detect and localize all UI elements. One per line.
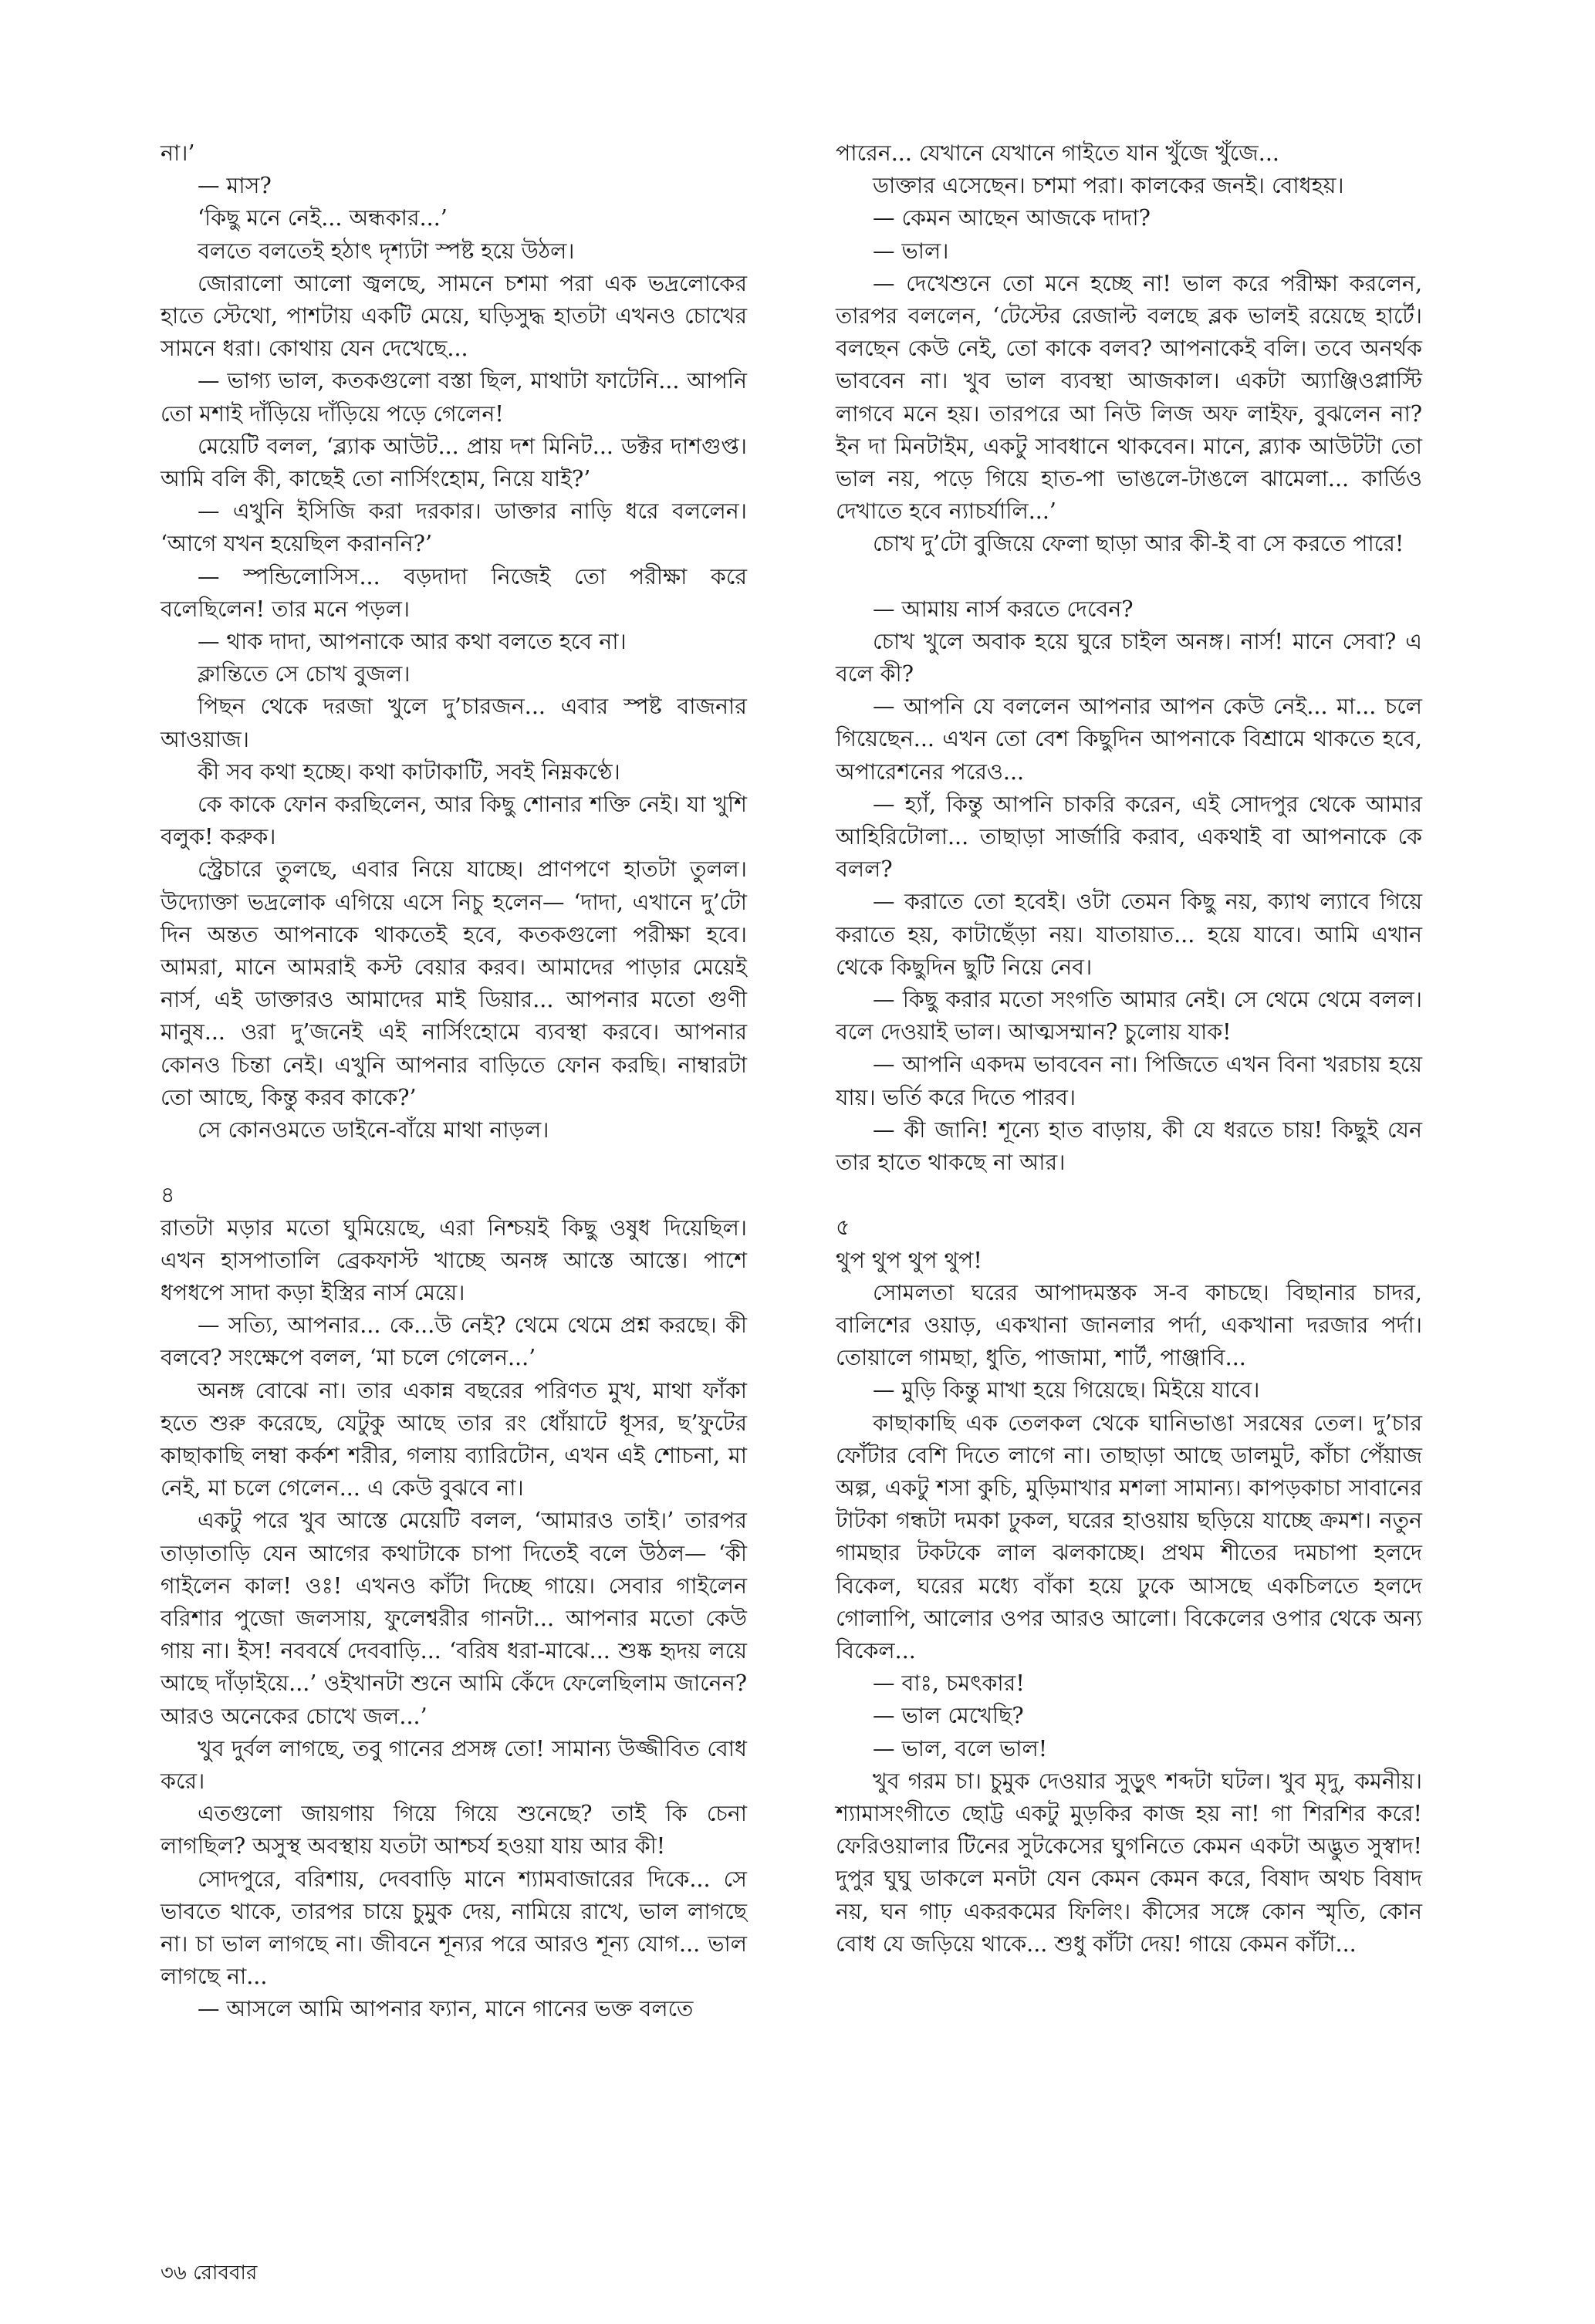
paragraph: — হ্যাঁ, কিন্তু আপনি চাকরি করেন, এই সোদপুর থেকে আমার আহিরিটোলা... তাছাড়া সার্জারি করাব, একথাই বা আপনাকে কে বলল? bbox=[836, 791, 1422, 883]
paragraph: সোমলতা ঘরের আপাদমস্তক স-ব কাচছে। বিছানার চাদর, বালিশের ওয়াড়, একখানা জানলার পর্দা, একখানা দরজার পর্দা। তোয়ালে গামছা, ধুতি, পাজামা, শার্ট, পাঞ্জাবি... bbox=[836, 1279, 1422, 1371]
paragraph: কাছাকাছি এক তেলকল থেকে ঘানিভাঙা সরষের তেল। দু’চার ফোঁটার বেশি দিতে লাগে না। তাছাড়া আছে ডালমুট, কাঁচা পেঁয়াজ অল্প, একটু শসা কুচি, মুড়িমাখার মশলা সামান্য। কাপড়কাচা সাবানের টাটকা গন্ধটা দমকা ঢুকল, ঘরের হাওয়ায় ছড়িয়ে যাচ্ছে ক্রমশ। নতুন গামছার টকটকে লাল ঝলকাচ্ছে। প্রথম শীতের দমচাপা হলদে বিকেল, ঘরের মধ্যে বাঁকা হয়ে ঢুকে আসছে একচিলতে হলদে গোলাপি, আলোর ওপর আরও আলো। বিকেলের ওপার থেকে অন্য বিকেল... bbox=[836, 1410, 1422, 1664]
paragraph: — ভাল, বলে ভাল! bbox=[873, 1735, 1048, 1762]
paragraph: খুব গরম চা। চুমুক দেওয়ার সুড়ুৎ শব্দটা ঘটল। খুব মৃদু, কমনীয়। শ্যামাসংগীতে ছোট্ট একটু মুড়কির কাজ হয় না! গা শিরশির করে! ফেরিওয়ালার টিনের সুটকেসের ঘুগনিতে কেমন একটা অদ্ভুত সুস্বাদ! দুপুর ঘুঘু ডাকলে মনটা যেন কেমন কেমন করে, বিষাদ অথচ বিষাদ নয়, ঘন গাঢ় একরকমের ফিলিং। কীসের সঙ্গে কোন স্মৃতি, কোন বোধ যে জড়িয়ে থাকে... শুধু কাঁটা দেয়! গায়ে কেমন কাঁটা... bbox=[836, 1768, 1422, 1957]
paragraph: ক্লান্তিতে সে চোখ বুজল। bbox=[198, 661, 411, 687]
paragraph: খুব দুর্বল লাগছে, তবু গানের প্রসঙ্গ তো! সামান্য উজ্জীবিত বোধ করে। bbox=[161, 1735, 747, 1794]
paragraph: না।’ bbox=[161, 140, 195, 166]
paragraph: চোখ দু’টো বুজিয়ে ফেলা ছাড়া আর কী-ই বা সে করতে পারে! bbox=[873, 531, 1404, 557]
scene-break bbox=[836, 561, 1422, 593]
paragraph: চোখ খুলে অবাক হয়ে ঘুরে চাইল অনঙ্গ। নার্স! মানে সেবা? এ বলে কী? bbox=[836, 628, 1422, 687]
paragraph: — ভাল মেখেছি? bbox=[873, 1703, 1024, 1729]
paragraph: — আসলে আমি আপনার ফ্যান, মানে গানের ভক্ত বলতে bbox=[198, 1996, 694, 2022]
paragraph: রাতটা মড়ার মতো ঘুমিয়েছে, এরা নিশ্চয়ই কিছু ওষুধ দিয়েছিল। এখন হাসপাতালি ব্রেকফাস্ট খাচ্ছে অনঙ্গ আস্তে আস্তে। পাশে ধপধপে সাদা কড়া ইস্ত্রির নার্স মেয়ে। bbox=[161, 1214, 747, 1306]
paragraph: ‘কিছু মনে নেই... অন্ধকার...’ bbox=[198, 205, 448, 231]
paragraph: — দেখেশুনে তো মনে হচ্ছে না! ভাল করে পরীক্ষা করলেন, তারপর বললেন, ‘টেস্টের রেজাল্ট বলছে ব্লক ভালই রয়েছে হার্টে। বলছেন কেউ নেই, তো কাকে বলব? আপনাকেই বলি। তবে অনর্থক ভাববেন না। খুব ভাল ব্যবস্থা আজকাল। একটা অ্যাঞ্জিওপ্লাস্টি লাগবে মনে হয়। তারপরে আ নিউ লিজ অফ লাইফ, বুঝলেন না? ইন দা মিনটাইম, একটু সাবধানে থাকবেন। মানে, ব্ল্যাক আউটটা তো ভাল নয়, পড়ে গিয়ে হাত-পা ভাঙলে-টাঙলে ঝামেলা... কার্ডিও দেখাতে হবে ন্যাচর্যালি...’ bbox=[836, 270, 1422, 525]
right-column bbox=[836, 137, 1422, 1961]
paragraph: বলতে বলতেই হঠাৎ দৃশ্যটা স্পষ্ট হয়ে উঠল। bbox=[198, 238, 575, 264]
paragraph: — করাতে তো হবেই। ওটা তেমন কিছু নয়, ক্যাথ ল্যাবে গিয়ে করাতে হয়, কাটাছেঁড়া নয়। যাতায়াত... হয়ে যাবে। আমি এখান থেকে কিছুদিন ছুটি নিয়ে নেব। bbox=[836, 889, 1422, 980]
paragraph: থুপ থুপ থুপ থুপ! bbox=[836, 1247, 982, 1273]
paragraph: — কিছু করার মতো সংগতি আমার নেই। সে থেমে থেমে বলল। বলে দেওয়াই ভাল। আত্মসম্মান? চুলোয় যাক! bbox=[836, 987, 1422, 1045]
section-number: ৪ bbox=[161, 1182, 175, 1208]
paragraph: — আপনি যে বললেন আপনার আপন কেউ নেই... মা... চলে গিয়েছেন... এখন তো বেশ কিছুদিন আপনাকে বিশ্রামে থাকতে হবে, অপারেশনের পরেও... bbox=[836, 694, 1422, 785]
paragraph: — সত্যি, আপনার... কে...উ নেই? থেমে থেমে প্রশ্ন করছে। কী বলবে? সংক্ষেপে বলল, ‘মা চলে গেলেন...’ bbox=[161, 1312, 747, 1371]
section-gap bbox=[836, 1179, 1422, 1211]
paragraph: জোরালো আলো জ্বলছে, সামনে চশমা পরা এক ভদ্রলোকের হাতে স্টেথো, পাশটায় একটি মেয়ে, ঘড়িসুদ্ধ হাতটা এখনও চোখের সামনে ধরা। কোথায় যেন দেখেছে... bbox=[161, 270, 747, 362]
paragraph: — থাক দাদা, আপনাকে আর কথা বলতে হবে না। bbox=[198, 629, 627, 655]
paragraph: — ভাগ্য ভাল, কতকগুলো বস্তা ছিল, মাথাটা ফাটেনি... আপনি তো মশাই দাঁড়িয়ে দাঁড়িয়ে পড়ে গেলেন! bbox=[161, 368, 747, 427]
paragraph: সে কোনওমতে ডাইনে-বাঁয়ে মাথা নাড়ল। bbox=[198, 1117, 549, 1143]
paragraph: — ভাল। bbox=[873, 238, 949, 264]
page-number: ৩৬ bbox=[161, 2262, 187, 2285]
paragraph: পিছন থেকে দরজা খুলে দু’চারজন... এবার স্পষ্ট বাজনার আওয়াজ। bbox=[161, 694, 747, 752]
paragraph: — আমায় নার্স করতে দেবেন? bbox=[873, 596, 1134, 622]
left-column bbox=[161, 137, 747, 2026]
paragraph: একটু পরে খুব আস্তে মেয়েটি বলল, ‘আমারও তাই।’ তারপর তাড়াতাড়ি যেন আগের কথাটাকে চাপা দিতেই বলে উঠল— ‘কী গাইলেন কাল! ওঃ! এখনও কাঁটা দিচ্ছে গায়ে। সেবার গাইলেন বরিশার পুজো জলসায়, ফুলেশ্বরীর গানটা... আপনার মতো কেউ গায় না। ইস! নববর্ষে দেববাড়ি... ‘বরিষ ধরা-মাঝে... শুষ্ক হৃদয় লয়ে আছে দাঁড়াইয়ে...’ ওইখানটা শুনে আমি কেঁদে ফেলেছিলাম জানেন? আরও অনেকের চোখে জল...’ bbox=[161, 1508, 747, 1729]
paragraph: অনঙ্গ বোঝে না। তার একান্ন বছরের পরিণত মুখ, মাথা ফাঁকা হতে শুরু করেছে, যেটুকু আছে তার রং ধোঁয়াটে ধূসর, ছ’ফুটের কাছাকাছি লম্বা কর্কশ শরীর, গলায় ব্যারিটোন, এখন এই শোচনা, মা নেই, মা চলে গেলেন... এ কেউ বুঝবে না। bbox=[161, 1377, 747, 1501]
paragraph: কে কাকে ফোন করছিলেন, আর কিছু শোনার শক্তি নেই। যা খুশি বলুক! করুক। bbox=[161, 792, 747, 850]
paragraph: — কী জানি! শূন্যে হাত বাড়ায়, কী যে ধরতে চায়! কিছুই যেন তার হাতে থাকছে না আর। bbox=[836, 1116, 1422, 1176]
paragraph: — এখুনি ইসিজি করা দরকার। ডাক্তার নাড়ি ধরে বললেন। ‘আগে যখন হয়েছিল করাননি?’ bbox=[161, 498, 747, 557]
section-gap bbox=[161, 1147, 747, 1179]
section-number: ৫ bbox=[836, 1214, 850, 1241]
paragraph: — কেমন আছেন আজকে দাদা? bbox=[873, 205, 1151, 231]
paragraph: পারেন... যেখানে যেখানে গাইতে যান খুঁজে খুঁজে... bbox=[836, 140, 1279, 166]
paragraph: স্ট্রেচারে তুলছে, এবার নিয়ে যাচ্ছে। প্রাণপণে হাতটা তুলল। উদ্যোক্তা ভদ্রলোক এগিয়ে এসে নিচু হলেন— ‘দাদা, এখানে দু’টো দিন অন্তত আপনাকে থাকতেই হবে, কতকগুলো পরীক্ষা হবে। আমরা, মানে আমরাই কস্ট বেয়ার করব। আমাদের পাড়ার মেয়েই নার্স, এই ডাক্তারও আমাদের মাই ডিয়ার... আপনার মতো গুণী মানুষ... ওরা দু’জনেই এই নার্সিংহোমে ব্যবস্থা করবে। আপনার কোনও চিন্তা নেই। এখুনি আপনার বাড়িতে ফোন করছি। নাম্বারটা তো আছে, কিন্তু করব কাকে?’ bbox=[161, 856, 747, 1110]
magazine-name: রোববার bbox=[193, 2262, 258, 2285]
paragraph: — স্পন্ডিলোসিস... বড়দাদা নিজেই তো পরীক্ষা করে বলেছিলেন! তার মনে পড়ল। bbox=[161, 563, 747, 622]
paragraph: — বাঃ, চমৎকার! bbox=[873, 1670, 1025, 1697]
paragraph: — আপনি একদম ভাববেন না। পিজিতে এখন বিনা খরচায় হয়ে যায়। ভর্তি করে দিতে পারব। bbox=[836, 1052, 1422, 1110]
paragraph: মেয়েটি বলল, ‘ব্ল্যাক আউট... প্রায় দশ মিনিট... ডক্টর দাশগুপ্ত। আমি বলি কী, কাছেই তো নার্সিংহোম, নিয়ে যাই?’ bbox=[161, 433, 747, 492]
page-footer bbox=[161, 2261, 257, 2285]
paragraph: — মুড়ি কিন্তু মাখা হয়ে গিয়েছে। মিইয়ে যাবে। bbox=[873, 1377, 1260, 1404]
paragraph: কী সব কথা হচ্ছে। কথা কাটাকাটি, সবই নিম্নকণ্ঠে। bbox=[198, 758, 620, 785]
paragraph: এতগুলো জায়গায় গিয়ে গিয়ে শুনেছে? তাই কি চেনা লাগছিল? অসুস্থ অবস্থায় যতটা আশ্চর্য হওয়া যায় আর কী! bbox=[161, 1801, 747, 1860]
paragraph: সোদপুরে, বরিশায়, দেববাড়ি মানে শ্যামবাজারের দিকে... সে ভাবতে থাকে, তারপর চায়ে চুমুক দেয়, নামিয়ে রাখে, ভাল লাগছে না। চা ভাল লাগছে না। জীবনে শূন্যর পরে আরও শূন্য যোগ... ভাল লাগছে না... bbox=[161, 1866, 747, 1990]
paragraph: — মাস? bbox=[198, 173, 272, 199]
paragraph: ডাক্তার এসেছেন। চশমা পরা। কালকের জনই। বোধহয়। bbox=[873, 173, 1344, 199]
